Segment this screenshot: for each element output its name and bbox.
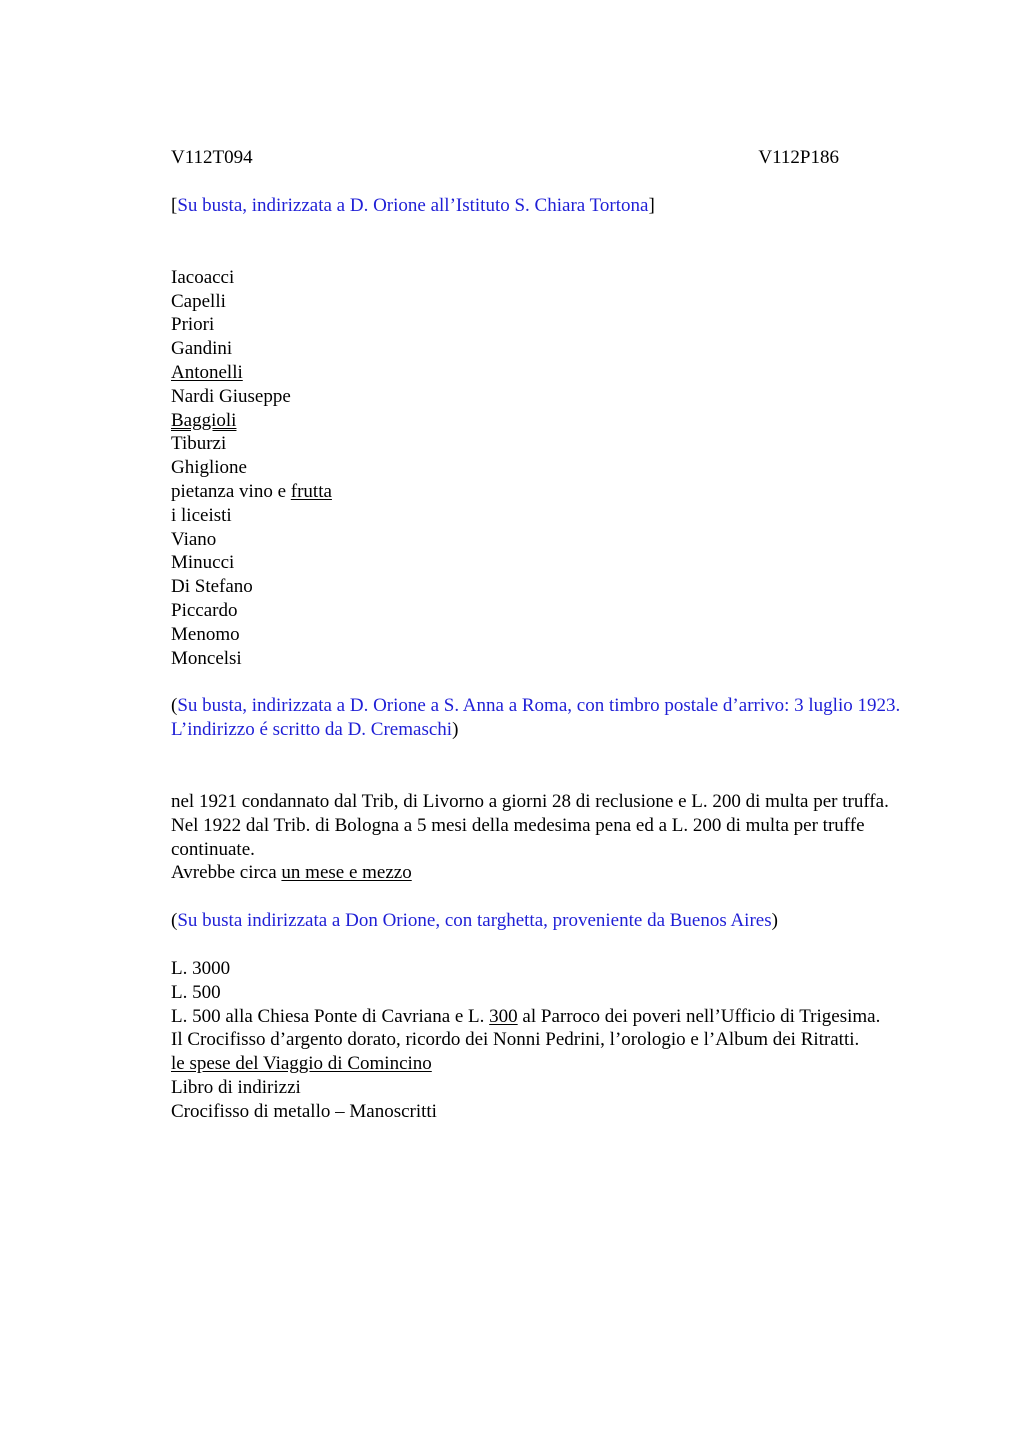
envelope-note-3	[171, 909, 931, 933]
bequest-line	[171, 1052, 931, 1076]
envelope-note-1-text: Su busta, indirizzata a D. Orione all’Istituto S. Chiara Tortona	[177, 195, 649, 216]
underlined-duration: un mese e mezzo	[281, 862, 412, 884]
right-reference-code: V112P186	[758, 147, 839, 168]
list-item: Iacoacci	[171, 266, 235, 288]
bequests-block	[171, 957, 931, 1124]
left-reference-code: V112T094	[171, 147, 253, 168]
conviction-prefix: Avrebbe circa	[171, 862, 282, 884]
list-item: Di Stefano	[171, 576, 253, 598]
underlined-word: frutta	[290, 480, 332, 502]
conviction-line: nel 1921 condannato dal Trib, di Livorno a giorni 28 di reclusione e L. 200 di multa per truffa.	[171, 790, 889, 812]
envelope-note-2-text: Su busta, indirizzata a D. Orione a S. Anna a Roma, con timbro postale d’arrivo: 3 luglio 1923. L’indirizzo é scritto da D. Cremaschi	[171, 695, 901, 741]
bequest-line: Il Crocifisso d’argento dorato, ricordo dei Nonni Pedrini, l’orologio e l’Album dei Ritratti.	[171, 1029, 860, 1051]
envelope-note-2	[171, 694, 931, 742]
list-item: Ghiglione	[171, 457, 247, 479]
list-item	[171, 361, 931, 385]
paren-open: (	[171, 910, 178, 932]
underlined-name: Antonelli	[171, 361, 243, 383]
list-item: Tiburzi	[171, 433, 227, 455]
list-item: Nardi Giuseppe	[171, 385, 291, 407]
list-item: Gandini	[171, 338, 233, 360]
food-text: pietanza vino e	[171, 480, 291, 502]
list-item: Priori	[171, 314, 215, 336]
paren-close: )	[771, 910, 778, 932]
convictions-block	[171, 790, 931, 885]
underlined-amount: 300	[489, 1005, 518, 1027]
bequest-line: Crocifisso di metallo – Manoscritti	[171, 1100, 437, 1122]
list-item: i liceisti	[171, 504, 232, 526]
list-item: Viano	[171, 528, 217, 550]
list-item: Capelli	[171, 290, 226, 312]
list-item: Piccardo	[171, 599, 238, 621]
bequest-line: L. 3000	[171, 957, 231, 979]
name-list	[171, 266, 931, 671]
document-header	[171, 146, 839, 170]
list-item: Menomo	[171, 623, 240, 645]
bequest-prefix: L. 500 alla Chiesa Ponte di Cavriana e L.	[171, 1005, 490, 1027]
paren-close: )	[452, 719, 459, 741]
underlined-travel-expenses: le spese del Viaggio di Comincino	[171, 1053, 432, 1075]
list-item	[171, 480, 931, 504]
list-item: Minucci	[171, 552, 235, 574]
list-item	[171, 409, 931, 433]
double-underlined-name: Baggioli	[171, 409, 237, 431]
bracket-open: [	[171, 195, 178, 216]
bequest-line: L. 500	[171, 981, 221, 1003]
bequest-suffix: al Parroco dei poveri nell’Ufficio di Trigesima.	[517, 1005, 881, 1027]
paren-open: (	[171, 695, 178, 717]
bracket-close: ]	[648, 195, 655, 216]
bequest-line	[171, 1005, 931, 1029]
bequest-line: Libro di indirizzi	[171, 1076, 301, 1098]
conviction-line	[171, 861, 931, 885]
list-item: Moncelsi	[171, 647, 242, 669]
envelope-note-1	[171, 194, 931, 218]
document-page	[171, 146, 931, 1124]
envelope-note-3-text: Su busta indirizzata a Don Orione, con targhetta, proveniente da Buenos Aires	[177, 910, 772, 932]
conviction-line: Nel 1922 dal Trib. di Bologna a 5 mesi della medesima pena ed a L. 200 di multa per truffe continuate.	[171, 814, 865, 860]
